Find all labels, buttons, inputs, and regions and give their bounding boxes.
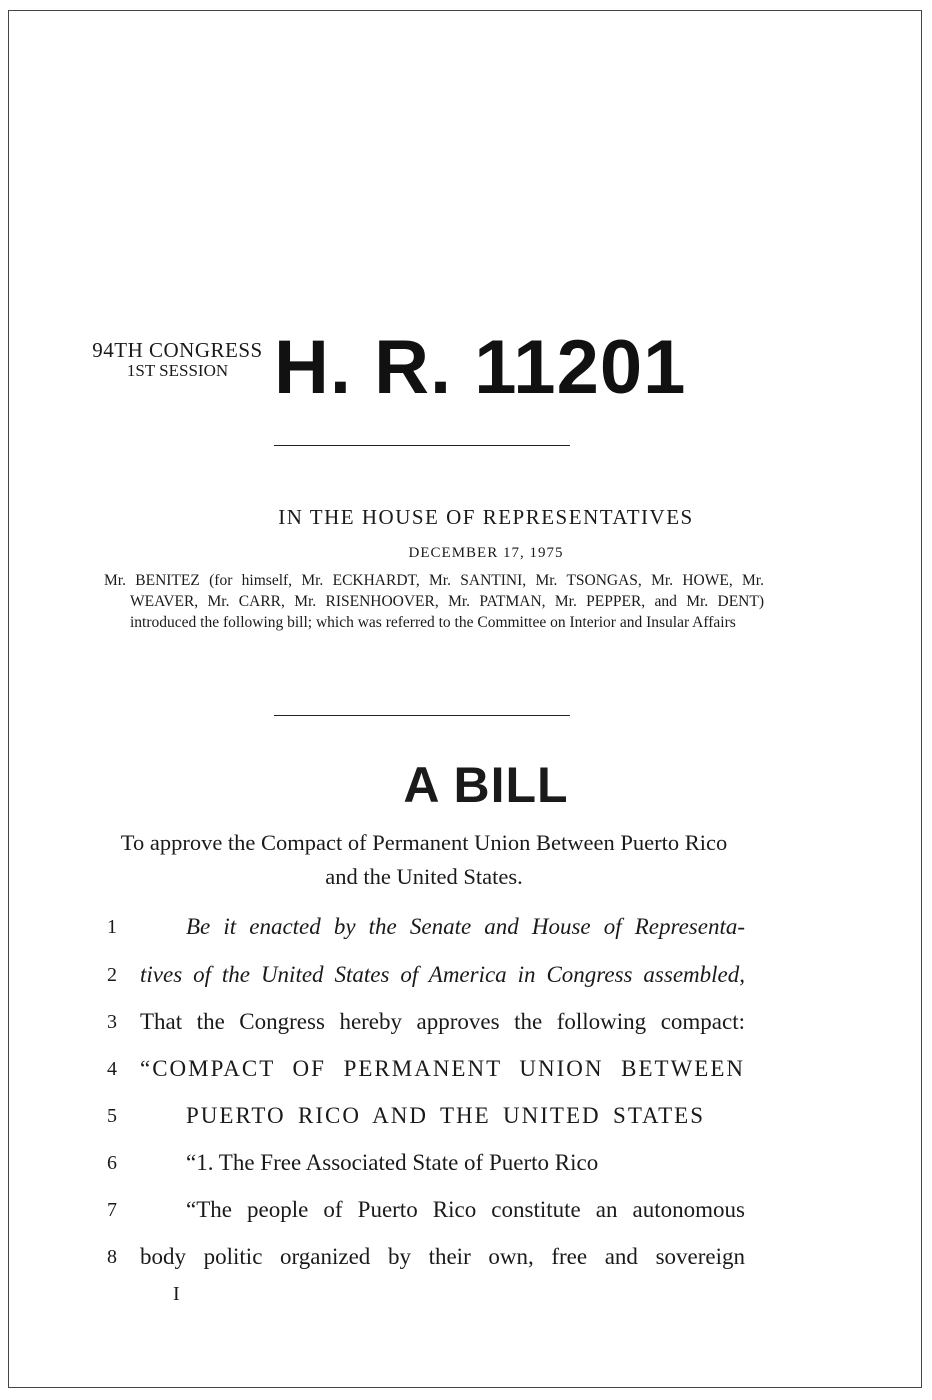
congress-session-block: [90, 339, 265, 380]
line-text: tives of the United States of America in Congress assembled,: [140, 962, 745, 987]
footer-mark: I: [173, 1283, 180, 1305]
house-heading: IN THE HOUSE OF REPRESENTATIVES: [278, 505, 694, 529]
divider-rule: [274, 445, 570, 446]
divider-rule: [274, 715, 570, 716]
line-number: 6: [107, 1152, 117, 1174]
bill-line: [100, 958, 745, 992]
line-text: body politic organized by their own, free and sovereign: [140, 1244, 745, 1269]
bill-line: [100, 1240, 745, 1274]
bill-label: A BILL: [403, 757, 569, 813]
line-number: 3: [107, 1011, 117, 1033]
bill-line: [100, 910, 745, 944]
bill-number: H. R. 11201: [274, 325, 687, 410]
bill-title: To approve the Compact of Permanent Union Between Puerto Rico and the United States.: [120, 830, 728, 889]
bill-line: [100, 1052, 745, 1086]
line-number: 1: [107, 916, 117, 938]
bill-line: [100, 1146, 745, 1180]
line-number: 5: [107, 1105, 117, 1127]
session-label: 1ST SESSION: [126, 361, 229, 381]
line-number: 7: [107, 1199, 117, 1221]
bill-line: [100, 1099, 745, 1133]
sponsors-paragraph: Mr. BENITEZ (for himself, Mr. ECKHARDT, Mr. SANTINI, Mr. TSONGAS, Mr. HOWE, Mr. WEAVER, Mr. CARR, Mr. RISENHOOVER, Mr. PATMAN, Mr. PEPPER, and Mr. DENT) introduced the following bill; which was referred to the Committee on Interior and Insular Affairs: [104, 572, 764, 631]
line-text: “1. The Free Associated State of Puerto Rico: [186, 1150, 599, 1175]
line-text: That the Congress hereby approves the following compact:: [140, 1009, 745, 1034]
congress-label: 94TH CONGRESS: [92, 338, 263, 362]
line-text: PUERTO RICO AND THE UNITED STATES: [186, 1103, 705, 1128]
line-text: Be it enacted by the Senate and House of Representa-: [186, 914, 745, 939]
bill-line: [100, 1193, 745, 1227]
introduction-date: DECEMBER 17, 1975: [408, 545, 564, 561]
line-number: 4: [107, 1058, 117, 1080]
page-frame: [8, 10, 922, 1388]
bill-line: [100, 1005, 745, 1039]
line-number: 2: [107, 964, 117, 986]
line-text: “COMPACT OF PERMANENT UNION BETWEEN: [140, 1056, 745, 1081]
line-number: 8: [107, 1246, 117, 1268]
line-text: “The people of Puerto Rico constitute an autonomous: [186, 1197, 745, 1222]
